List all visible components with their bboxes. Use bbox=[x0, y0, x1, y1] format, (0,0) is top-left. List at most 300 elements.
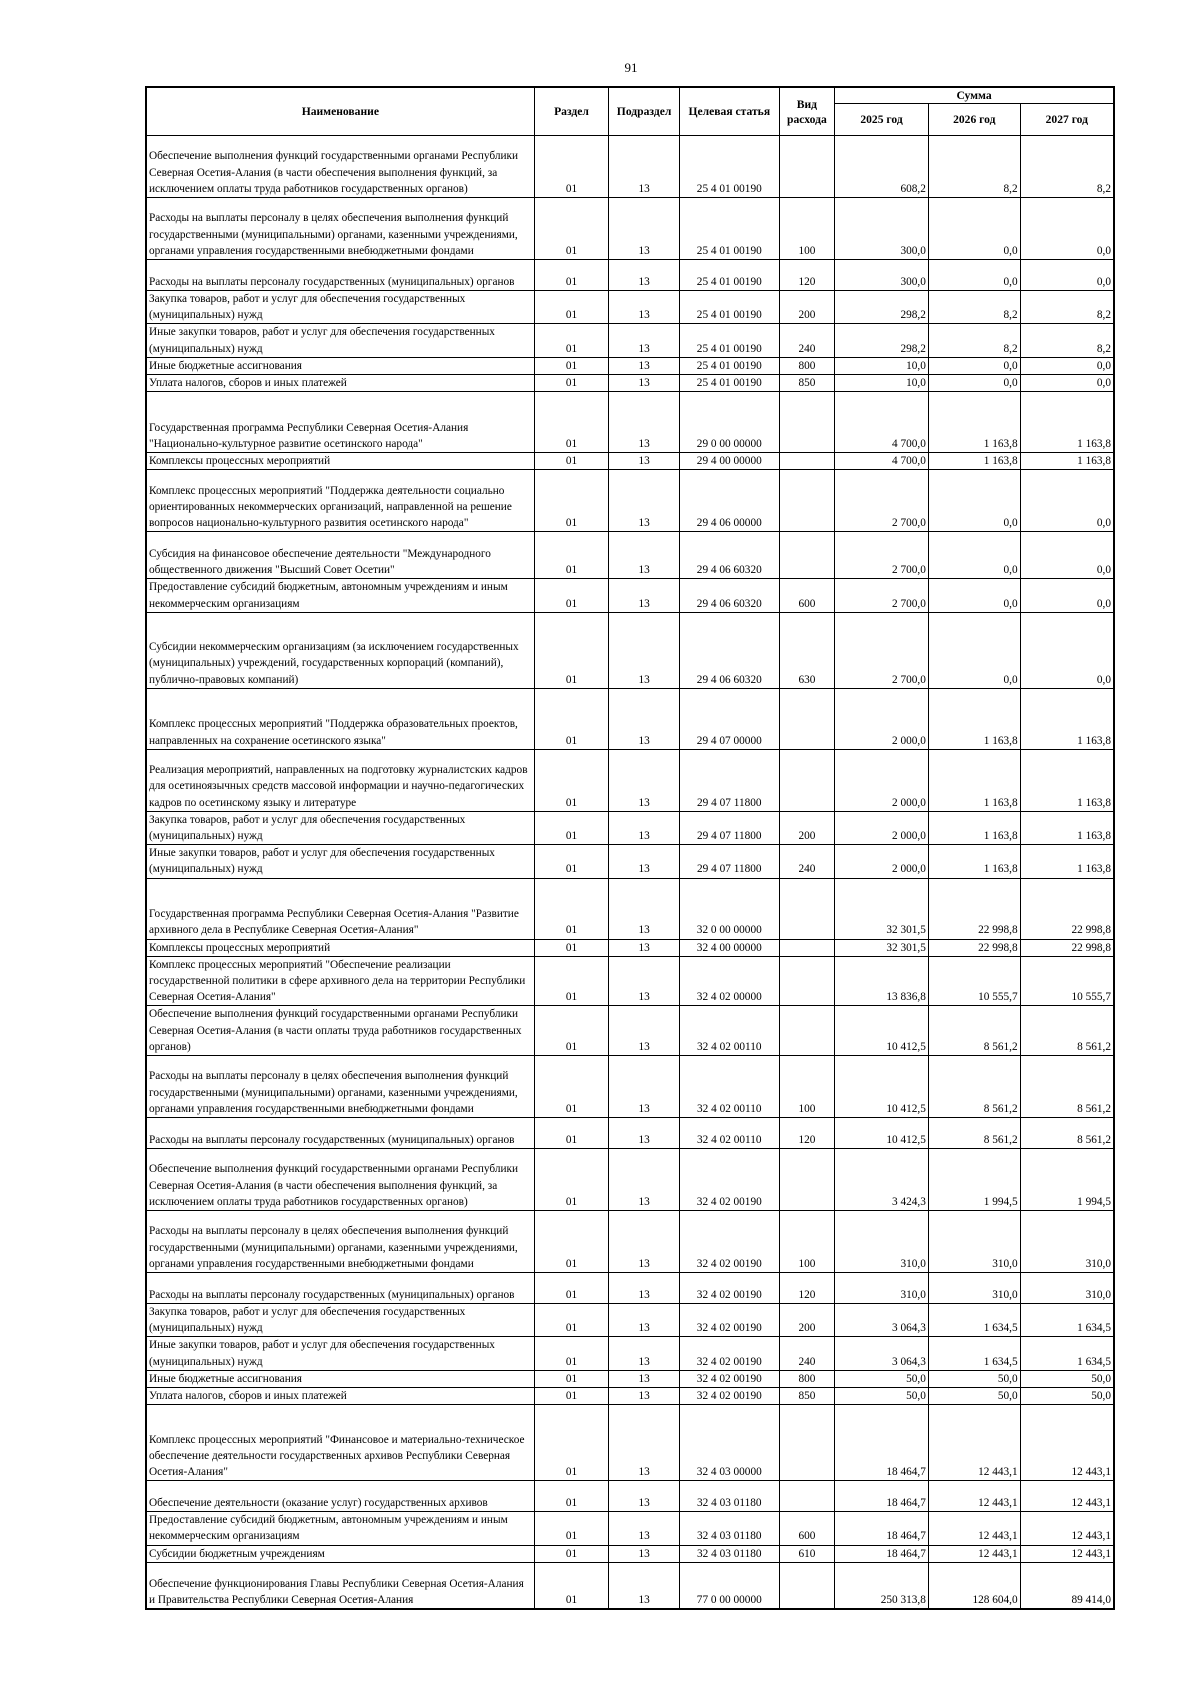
header-article: Целевая статья bbox=[679, 87, 779, 136]
table-body bbox=[146, 136, 1114, 1610]
row-2025-cell: 50,0 bbox=[835, 1388, 929, 1405]
row-podrazdel-cell: 13 bbox=[609, 1545, 680, 1562]
row-vid-cell: 100 bbox=[779, 1211, 834, 1273]
row-2026-cell: 1 634,5 bbox=[928, 1337, 1020, 1370]
table-row bbox=[146, 939, 1114, 956]
header-podrazdel: Подраздел bbox=[609, 87, 680, 136]
row-2027-cell: 12 443,1 bbox=[1020, 1512, 1114, 1545]
table-row bbox=[146, 260, 1114, 291]
row-2026-cell: 8,2 bbox=[928, 136, 1020, 198]
row-razdel-cell: 01 bbox=[534, 1211, 609, 1273]
row-podrazdel-cell: 13 bbox=[609, 956, 680, 1006]
row-2025-cell: 18 464,7 bbox=[835, 1512, 929, 1545]
table-row bbox=[146, 1512, 1114, 1545]
row-2025-cell: 18 464,7 bbox=[835, 1405, 929, 1481]
header-name: Наименование bbox=[146, 87, 534, 136]
row-2026-cell: 0,0 bbox=[928, 612, 1020, 688]
row-razdel-cell: 01 bbox=[534, 260, 609, 291]
row-2025-cell: 300,0 bbox=[835, 198, 929, 260]
row-2027-cell: 1 634,5 bbox=[1020, 1337, 1114, 1370]
row-vid-cell bbox=[779, 939, 834, 956]
row-2027-cell: 50,0 bbox=[1020, 1370, 1114, 1387]
row-name-cell: Расходы на выплаты персоналу в целях обеспечения выполнения функций государственными (муниципальными) органами, казенными учреждениями, органами управления государственными внебюджетными фондами bbox=[146, 198, 534, 260]
row-razdel-cell: 01 bbox=[534, 1545, 609, 1562]
row-2025-cell: 2 000,0 bbox=[835, 688, 929, 749]
row-name-cell: Комплекс процессных мероприятий "Обеспечение реализации государственной политики в сфере архивного дела на территории Республики Северная Осетия-Алания" bbox=[146, 956, 534, 1006]
row-vid-cell bbox=[779, 1006, 834, 1056]
row-2025-cell: 10,0 bbox=[835, 375, 929, 392]
row-podrazdel-cell: 13 bbox=[609, 375, 680, 392]
row-razdel-cell: 01 bbox=[534, 1512, 609, 1545]
row-razdel-cell: 01 bbox=[534, 1405, 609, 1481]
row-article-cell: 32 4 03 01180 bbox=[679, 1545, 779, 1562]
row-vid-cell bbox=[779, 878, 834, 939]
row-podrazdel-cell: 13 bbox=[609, 1056, 680, 1118]
row-article-cell: 32 4 03 00000 bbox=[679, 1405, 779, 1481]
row-podrazdel-cell: 13 bbox=[609, 878, 680, 939]
row-2025-cell: 50,0 bbox=[835, 1370, 929, 1387]
row-razdel-cell: 01 bbox=[534, 956, 609, 1006]
row-article-cell: 25 4 01 00190 bbox=[679, 375, 779, 392]
row-podrazdel-cell: 13 bbox=[609, 392, 680, 453]
row-vid-cell: 610 bbox=[779, 1545, 834, 1562]
row-2025-cell: 4 700,0 bbox=[835, 453, 929, 470]
row-vid-cell: 800 bbox=[779, 357, 834, 374]
row-razdel-cell: 01 bbox=[534, 375, 609, 392]
row-2025-cell: 2 700,0 bbox=[835, 470, 929, 532]
row-razdel-cell: 01 bbox=[534, 1337, 609, 1370]
table-row bbox=[146, 324, 1114, 357]
row-vid-cell bbox=[779, 1562, 834, 1609]
row-razdel-cell: 01 bbox=[534, 1006, 609, 1056]
row-2027-cell: 22 998,8 bbox=[1020, 878, 1114, 939]
row-vid-cell: 240 bbox=[779, 324, 834, 357]
row-2025-cell: 310,0 bbox=[835, 1211, 929, 1273]
row-2026-cell: 12 443,1 bbox=[928, 1405, 1020, 1481]
row-razdel-cell: 01 bbox=[534, 532, 609, 579]
row-razdel-cell: 01 bbox=[534, 136, 609, 198]
row-2025-cell: 32 301,5 bbox=[835, 939, 929, 956]
row-2026-cell: 8 561,2 bbox=[928, 1118, 1020, 1149]
row-vid-cell: 800 bbox=[779, 1370, 834, 1387]
row-razdel-cell: 01 bbox=[534, 1304, 609, 1337]
table-row bbox=[146, 1545, 1114, 1562]
row-article-cell: 32 4 02 00190 bbox=[679, 1273, 779, 1304]
row-razdel-cell: 01 bbox=[534, 291, 609, 324]
row-2027-cell: 1 163,8 bbox=[1020, 688, 1114, 749]
row-2025-cell: 4 700,0 bbox=[835, 392, 929, 453]
row-2025-cell: 2 700,0 bbox=[835, 532, 929, 579]
row-2026-cell: 22 998,8 bbox=[928, 878, 1020, 939]
row-2025-cell: 298,2 bbox=[835, 291, 929, 324]
row-name-cell: Расходы на выплаты персоналу государственных (муниципальных) органов bbox=[146, 260, 534, 291]
table-row bbox=[146, 470, 1114, 532]
row-podrazdel-cell: 13 bbox=[609, 357, 680, 374]
row-vid-cell: 240 bbox=[779, 1337, 834, 1370]
row-name-cell: Иные бюджетные ассигнования bbox=[146, 357, 534, 374]
table-row bbox=[146, 1388, 1114, 1405]
row-vid-cell bbox=[779, 688, 834, 749]
row-2027-cell: 310,0 bbox=[1020, 1273, 1114, 1304]
row-name-cell: Уплата налогов, сборов и иных платежей bbox=[146, 1388, 534, 1405]
row-podrazdel-cell: 13 bbox=[609, 1388, 680, 1405]
row-podrazdel-cell: 13 bbox=[609, 1006, 680, 1056]
row-article-cell: 32 4 02 00110 bbox=[679, 1118, 779, 1149]
row-name-cell: Обеспечение выполнения функций государственными органами Республики Северная Осетия-Алания (в части оплаты труда работников государственных органов) bbox=[146, 1006, 534, 1056]
row-name-cell: Предоставление субсидий бюджетным, автономным учреждениям и иным некоммерческим организациям bbox=[146, 579, 534, 612]
row-2027-cell: 1 163,8 bbox=[1020, 845, 1114, 878]
row-article-cell: 32 4 02 00190 bbox=[679, 1337, 779, 1370]
row-2027-cell: 8 561,2 bbox=[1020, 1006, 1114, 1056]
row-2025-cell: 10 412,5 bbox=[835, 1006, 929, 1056]
row-razdel-cell: 01 bbox=[534, 939, 609, 956]
table-row bbox=[146, 532, 1114, 579]
row-vid-cell: 850 bbox=[779, 1388, 834, 1405]
row-2026-cell: 0,0 bbox=[928, 532, 1020, 579]
row-razdel-cell: 01 bbox=[534, 357, 609, 374]
row-2026-cell: 0,0 bbox=[928, 260, 1020, 291]
table-row bbox=[146, 1118, 1114, 1149]
row-vid-cell: 850 bbox=[779, 375, 834, 392]
row-vid-cell: 600 bbox=[779, 579, 834, 612]
row-2026-cell: 12 443,1 bbox=[928, 1481, 1020, 1512]
row-razdel-cell: 01 bbox=[534, 1370, 609, 1387]
row-2027-cell: 89 414,0 bbox=[1020, 1562, 1114, 1609]
row-2026-cell: 50,0 bbox=[928, 1388, 1020, 1405]
row-article-cell: 32 4 02 00000 bbox=[679, 956, 779, 1006]
header-summa: Сумма bbox=[835, 87, 1114, 104]
row-2026-cell: 1 163,8 bbox=[928, 453, 1020, 470]
row-article-cell: 32 4 02 00110 bbox=[679, 1006, 779, 1056]
row-name-cell: Обеспечение выполнения функций государственными органами Республики Северная Осетия-Алания (в части обеспечения выполнения функций, за исключением оплаты труда работников государственных органов) bbox=[146, 136, 534, 198]
row-2025-cell: 2 000,0 bbox=[835, 749, 929, 811]
row-name-cell: Закупка товаров, работ и услуг для обеспечения государственных (муниципальных) нужд bbox=[146, 1304, 534, 1337]
row-article-cell: 77 0 00 00000 bbox=[679, 1562, 779, 1609]
row-2027-cell: 8,2 bbox=[1020, 324, 1114, 357]
table-row bbox=[146, 1481, 1114, 1512]
row-vid-cell bbox=[779, 1405, 834, 1481]
row-article-cell: 32 4 02 00190 bbox=[679, 1370, 779, 1387]
row-podrazdel-cell: 13 bbox=[609, 453, 680, 470]
table-row bbox=[146, 1006, 1114, 1056]
row-name-cell: Субсидии некоммерческим организациям (за исключением государственных (муниципальных) учреждений, государственных корпораций (компаний), публично-правовых компаний) bbox=[146, 612, 534, 688]
row-2025-cell: 2 700,0 bbox=[835, 579, 929, 612]
row-2025-cell: 10 412,5 bbox=[835, 1056, 929, 1118]
row-vid-cell: 120 bbox=[779, 1273, 834, 1304]
row-2025-cell: 32 301,5 bbox=[835, 878, 929, 939]
row-podrazdel-cell: 13 bbox=[609, 749, 680, 811]
row-vid-cell bbox=[779, 136, 834, 198]
row-2027-cell: 12 443,1 bbox=[1020, 1545, 1114, 1562]
table-row bbox=[146, 1337, 1114, 1370]
row-2027-cell: 310,0 bbox=[1020, 1211, 1114, 1273]
row-podrazdel-cell: 13 bbox=[609, 470, 680, 532]
row-name-cell: Иные закупки товаров, работ и услуг для обеспечения государственных (муниципальных) нужд bbox=[146, 324, 534, 357]
row-2026-cell: 22 998,8 bbox=[928, 939, 1020, 956]
row-razdel-cell: 01 bbox=[534, 688, 609, 749]
row-2025-cell: 2 000,0 bbox=[835, 845, 929, 878]
row-podrazdel-cell: 13 bbox=[609, 1405, 680, 1481]
row-2027-cell: 0,0 bbox=[1020, 357, 1114, 374]
row-name-cell: Комплексы процессных мероприятий bbox=[146, 939, 534, 956]
row-name-cell: Комплекс процессных мероприятий "Поддержка образовательных проектов, направленных на сохранение осетинского языка" bbox=[146, 688, 534, 749]
row-podrazdel-cell: 13 bbox=[609, 688, 680, 749]
row-vid-cell: 120 bbox=[779, 260, 834, 291]
row-2027-cell: 8,2 bbox=[1020, 291, 1114, 324]
table-row bbox=[146, 749, 1114, 811]
row-podrazdel-cell: 13 bbox=[609, 1273, 680, 1304]
row-2026-cell: 1 163,8 bbox=[928, 688, 1020, 749]
table-row bbox=[146, 579, 1114, 612]
row-2027-cell: 22 998,8 bbox=[1020, 939, 1114, 956]
table-row bbox=[146, 1405, 1114, 1481]
row-article-cell: 32 4 03 01180 bbox=[679, 1512, 779, 1545]
row-vid-cell: 200 bbox=[779, 811, 834, 844]
row-name-cell: Субсидия на финансовое обеспечение деятельности "Международного общественного движения "Высший Совет Осетии" bbox=[146, 532, 534, 579]
row-name-cell: Обеспечение функционирования Главы Республики Северная Осетия-Алания и Правительства Республики Северная Осетия-Алания bbox=[146, 1562, 534, 1609]
row-vid-cell bbox=[779, 453, 834, 470]
row-article-cell: 29 4 07 11800 bbox=[679, 811, 779, 844]
row-podrazdel-cell: 13 bbox=[609, 1337, 680, 1370]
table-row bbox=[146, 1211, 1114, 1273]
row-name-cell: Расходы на выплаты персоналу в целях обеспечения выполнения функций государственными (муниципальными) органами, казенными учреждениями, органами управления государственными внебюджетными фондами bbox=[146, 1211, 534, 1273]
row-razdel-cell: 01 bbox=[534, 1118, 609, 1149]
row-2026-cell: 0,0 bbox=[928, 579, 1020, 612]
row-podrazdel-cell: 13 bbox=[609, 198, 680, 260]
row-podrazdel-cell: 13 bbox=[609, 612, 680, 688]
row-podrazdel-cell: 13 bbox=[609, 811, 680, 844]
row-2027-cell: 50,0 bbox=[1020, 1388, 1114, 1405]
row-article-cell: 32 4 02 00190 bbox=[679, 1304, 779, 1337]
row-2025-cell: 2 000,0 bbox=[835, 811, 929, 844]
header-2025: 2025 год bbox=[835, 104, 929, 136]
row-podrazdel-cell: 13 bbox=[609, 939, 680, 956]
row-2027-cell: 0,0 bbox=[1020, 532, 1114, 579]
row-vid-cell: 200 bbox=[779, 291, 834, 324]
row-name-cell: Государственная программа Республики Северная Осетия-Алания "Национально-культурное развитие осетинского народа" bbox=[146, 392, 534, 453]
table-header bbox=[146, 87, 1114, 136]
row-name-cell: Предоставление субсидий бюджетным, автономным учреждениям и иным некоммерческим организациям bbox=[146, 1512, 534, 1545]
row-podrazdel-cell: 13 bbox=[609, 1211, 680, 1273]
row-2026-cell: 1 163,8 bbox=[928, 845, 1020, 878]
row-2025-cell: 18 464,7 bbox=[835, 1481, 929, 1512]
row-article-cell: 25 4 01 00190 bbox=[679, 357, 779, 374]
row-2025-cell: 3 064,3 bbox=[835, 1304, 929, 1337]
row-article-cell: 32 4 02 00190 bbox=[679, 1388, 779, 1405]
row-2025-cell: 300,0 bbox=[835, 260, 929, 291]
row-podrazdel-cell: 13 bbox=[609, 1512, 680, 1545]
row-article-cell: 29 4 07 11800 bbox=[679, 749, 779, 811]
row-2025-cell: 2 700,0 bbox=[835, 612, 929, 688]
header-2026: 2026 год bbox=[928, 104, 1020, 136]
row-article-cell: 25 4 01 00190 bbox=[679, 260, 779, 291]
table-row bbox=[146, 291, 1114, 324]
row-razdel-cell: 01 bbox=[534, 1388, 609, 1405]
row-razdel-cell: 01 bbox=[534, 1481, 609, 1512]
row-2027-cell: 1 994,5 bbox=[1020, 1149, 1114, 1211]
row-name-cell: Реализация мероприятий, направленных на подготовку журналистских кадров для осетиноязычных средств массовой информации и научно-педагогических кадров по осетинскому языку и литературе bbox=[146, 749, 534, 811]
row-2027-cell: 8 561,2 bbox=[1020, 1118, 1114, 1149]
row-article-cell: 32 4 03 01180 bbox=[679, 1481, 779, 1512]
row-podrazdel-cell: 13 bbox=[609, 1370, 680, 1387]
row-vid-cell: 630 bbox=[779, 612, 834, 688]
row-vid-cell bbox=[779, 470, 834, 532]
row-2026-cell: 128 604,0 bbox=[928, 1562, 1020, 1609]
row-article-cell: 25 4 01 00190 bbox=[679, 136, 779, 198]
row-article-cell: 25 4 01 00190 bbox=[679, 198, 779, 260]
row-name-cell: Комплексы процессных мероприятий bbox=[146, 453, 534, 470]
table-row bbox=[146, 198, 1114, 260]
row-2025-cell: 250 313,8 bbox=[835, 1562, 929, 1609]
row-2027-cell: 12 443,1 bbox=[1020, 1481, 1114, 1512]
row-razdel-cell: 01 bbox=[534, 1149, 609, 1211]
row-2026-cell: 10 555,7 bbox=[928, 956, 1020, 1006]
row-2026-cell: 0,0 bbox=[928, 470, 1020, 532]
row-2027-cell: 1 163,8 bbox=[1020, 453, 1114, 470]
row-podrazdel-cell: 13 bbox=[609, 532, 680, 579]
table-row bbox=[146, 136, 1114, 198]
row-2026-cell: 12 443,1 bbox=[928, 1545, 1020, 1562]
row-razdel-cell: 01 bbox=[534, 612, 609, 688]
row-podrazdel-cell: 13 bbox=[609, 1562, 680, 1609]
row-article-cell: 32 4 02 00190 bbox=[679, 1211, 779, 1273]
row-name-cell: Иные бюджетные ассигнования bbox=[146, 1370, 534, 1387]
budget-table bbox=[145, 86, 1115, 1610]
table-row bbox=[146, 1149, 1114, 1211]
row-article-cell: 29 4 06 00000 bbox=[679, 470, 779, 532]
row-2026-cell: 1 163,8 bbox=[928, 749, 1020, 811]
row-article-cell: 29 4 07 11800 bbox=[679, 845, 779, 878]
row-2026-cell: 8 561,2 bbox=[928, 1006, 1020, 1056]
row-vid-cell: 200 bbox=[779, 1304, 834, 1337]
row-name-cell: Государственная программа Республики Северная Осетия-Алания "Развитие архивного дела в Республике Северная Осетия-Алания" bbox=[146, 878, 534, 939]
row-2025-cell: 3 064,3 bbox=[835, 1337, 929, 1370]
row-article-cell: 29 4 06 60320 bbox=[679, 612, 779, 688]
table-row bbox=[146, 956, 1114, 1006]
row-vid-cell: 600 bbox=[779, 1512, 834, 1545]
row-podrazdel-cell: 13 bbox=[609, 1481, 680, 1512]
row-2027-cell: 0,0 bbox=[1020, 612, 1114, 688]
row-2027-cell: 8,2 bbox=[1020, 136, 1114, 198]
row-article-cell: 29 4 07 00000 bbox=[679, 688, 779, 749]
table-row bbox=[146, 1562, 1114, 1609]
row-name-cell: Субсидии бюджетным учреждениям bbox=[146, 1545, 534, 1562]
row-2027-cell: 1 163,8 bbox=[1020, 392, 1114, 453]
row-2026-cell: 12 443,1 bbox=[928, 1512, 1020, 1545]
row-name-cell: Закупка товаров, работ и услуг для обеспечения государственных (муниципальных) нужд bbox=[146, 811, 534, 844]
row-razdel-cell: 01 bbox=[534, 878, 609, 939]
row-article-cell: 29 4 00 00000 bbox=[679, 453, 779, 470]
row-2026-cell: 310,0 bbox=[928, 1211, 1020, 1273]
row-2026-cell: 8 561,2 bbox=[928, 1056, 1020, 1118]
row-2026-cell: 8,2 bbox=[928, 324, 1020, 357]
row-2026-cell: 310,0 bbox=[928, 1273, 1020, 1304]
row-vid-cell bbox=[779, 392, 834, 453]
header-2027: 2027 год bbox=[1020, 104, 1114, 136]
row-podrazdel-cell: 13 bbox=[609, 324, 680, 357]
row-razdel-cell: 01 bbox=[534, 324, 609, 357]
row-name-cell: Расходы на выплаты персоналу государственных (муниципальных) органов bbox=[146, 1118, 534, 1149]
row-2027-cell: 1 634,5 bbox=[1020, 1304, 1114, 1337]
row-article-cell: 29 0 00 00000 bbox=[679, 392, 779, 453]
row-podrazdel-cell: 13 bbox=[609, 1149, 680, 1211]
row-razdel-cell: 01 bbox=[534, 1562, 609, 1609]
row-article-cell: 32 4 02 00190 bbox=[679, 1149, 779, 1211]
row-podrazdel-cell: 13 bbox=[609, 1304, 680, 1337]
table-row bbox=[146, 375, 1114, 392]
table-row bbox=[146, 1056, 1114, 1118]
row-razdel-cell: 01 bbox=[534, 470, 609, 532]
row-name-cell: Иные закупки товаров, работ и услуг для обеспечения государственных (муниципальных) нужд bbox=[146, 1337, 534, 1370]
row-podrazdel-cell: 13 bbox=[609, 1118, 680, 1149]
table-row bbox=[146, 357, 1114, 374]
table-row bbox=[146, 1304, 1114, 1337]
table-row bbox=[146, 811, 1114, 844]
row-razdel-cell: 01 bbox=[534, 811, 609, 844]
row-name-cell: Расходы на выплаты персоналу государственных (муниципальных) органов bbox=[146, 1273, 534, 1304]
row-2026-cell: 8,2 bbox=[928, 291, 1020, 324]
row-name-cell: Обеспечение выполнения функций государственными органами Республики Северная Осетия-Алания (в части обеспечения выполнения функций, за исключением оплаты труда работников государственных органов) bbox=[146, 1149, 534, 1211]
row-2026-cell: 1 634,5 bbox=[928, 1304, 1020, 1337]
row-vid-cell: 100 bbox=[779, 1056, 834, 1118]
table-row bbox=[146, 453, 1114, 470]
row-name-cell: Расходы на выплаты персоналу в целях обеспечения выполнения функций государственными (муниципальными) органами, казенными учреждениями, органами управления государственными внебюджетными фондами bbox=[146, 1056, 534, 1118]
row-podrazdel-cell: 13 bbox=[609, 260, 680, 291]
row-2025-cell: 13 836,8 bbox=[835, 956, 929, 1006]
row-vid-cell bbox=[779, 1149, 834, 1211]
row-vid-cell bbox=[779, 749, 834, 811]
page-number: 91 bbox=[624, 60, 638, 75]
row-vid-cell: 120 bbox=[779, 1118, 834, 1149]
table-row bbox=[146, 878, 1114, 939]
row-2025-cell: 298,2 bbox=[835, 324, 929, 357]
row-vid-cell: 100 bbox=[779, 198, 834, 260]
row-2027-cell: 12 443,1 bbox=[1020, 1405, 1114, 1481]
row-2027-cell: 0,0 bbox=[1020, 579, 1114, 612]
table-row bbox=[146, 845, 1114, 878]
row-name-cell: Закупка товаров, работ и услуг для обеспечения государственных (муниципальных) нужд bbox=[146, 291, 534, 324]
row-2027-cell: 0,0 bbox=[1020, 198, 1114, 260]
row-2025-cell: 3 424,3 bbox=[835, 1149, 929, 1211]
row-name-cell: Комплекс процессных мероприятий "Поддержка деятельности социально ориентированных некоммерческих организаций, направленной на решение вопросов национально-культурного развития осетинского народа" bbox=[146, 470, 534, 532]
row-2025-cell: 18 464,7 bbox=[835, 1545, 929, 1562]
row-vid-cell: 240 bbox=[779, 845, 834, 878]
row-2026-cell: 50,0 bbox=[928, 1370, 1020, 1387]
row-article-cell: 29 4 06 60320 bbox=[679, 532, 779, 579]
row-razdel-cell: 01 bbox=[534, 392, 609, 453]
row-name-cell: Комплекс процессных мероприятий "Финансовое и материально-техническое обеспечение деятельности государственных архивов Республики Северная Осетия-Алания" bbox=[146, 1405, 534, 1481]
row-2025-cell: 608,2 bbox=[835, 136, 929, 198]
row-razdel-cell: 01 bbox=[534, 845, 609, 878]
row-2025-cell: 310,0 bbox=[835, 1273, 929, 1304]
row-podrazdel-cell: 13 bbox=[609, 291, 680, 324]
row-razdel-cell: 01 bbox=[534, 1273, 609, 1304]
row-article-cell: 32 4 02 00110 bbox=[679, 1056, 779, 1118]
row-razdel-cell: 01 bbox=[534, 579, 609, 612]
row-2026-cell: 1 163,8 bbox=[928, 811, 1020, 844]
row-vid-cell bbox=[779, 1481, 834, 1512]
row-razdel-cell: 01 bbox=[534, 1056, 609, 1118]
row-2027-cell: 1 163,8 bbox=[1020, 811, 1114, 844]
row-podrazdel-cell: 13 bbox=[609, 579, 680, 612]
row-vid-cell bbox=[779, 956, 834, 1006]
table-row bbox=[146, 688, 1114, 749]
row-podrazdel-cell: 13 bbox=[609, 136, 680, 198]
row-razdel-cell: 01 bbox=[534, 749, 609, 811]
row-2026-cell: 0,0 bbox=[928, 375, 1020, 392]
table-row bbox=[146, 1370, 1114, 1387]
header-vid: Вид расхода bbox=[779, 87, 834, 136]
